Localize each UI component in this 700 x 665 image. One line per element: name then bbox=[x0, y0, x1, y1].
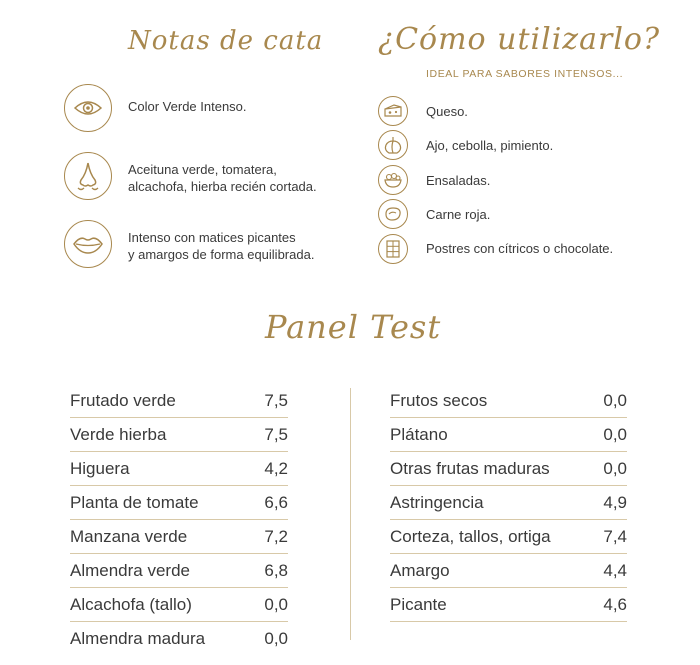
attribute-value: 4,2 bbox=[264, 459, 288, 478]
nose-icon bbox=[64, 152, 112, 200]
garlic-icon bbox=[378, 130, 408, 160]
attribute-value: 0,0 bbox=[264, 595, 288, 614]
table-row bbox=[390, 452, 627, 486]
note-aroma-line-1: Aceituna verde, tomatera, bbox=[128, 162, 277, 177]
note-aroma bbox=[128, 161, 317, 195]
table-row bbox=[390, 588, 627, 622]
panel-test-left-column bbox=[70, 384, 288, 655]
panel-test-title: Panel Test bbox=[265, 308, 442, 346]
table-row bbox=[70, 486, 288, 520]
table-row bbox=[390, 384, 627, 418]
attribute-value: 0,0 bbox=[603, 425, 627, 444]
table-row bbox=[390, 554, 627, 588]
eye-icon bbox=[64, 84, 112, 132]
attribute-label: Alcachofa (tallo) bbox=[70, 595, 192, 614]
usage-salad: Ensaladas. bbox=[426, 173, 491, 188]
tasting-notes-title: Notas de cata bbox=[128, 26, 324, 56]
attribute-value: 6,8 bbox=[264, 561, 288, 580]
note-color bbox=[128, 98, 247, 115]
attribute-label: Verde hierba bbox=[70, 425, 167, 444]
usage-subtitle: IDEAL PARA SABORES INTENSOS... bbox=[426, 68, 624, 80]
attribute-label: Corteza, tallos, ortiga bbox=[390, 527, 551, 546]
attribute-value: 7,5 bbox=[264, 425, 288, 444]
note-taste-line-2: y amargos de forma equilibrada. bbox=[128, 247, 315, 262]
attribute-label: Planta de tomate bbox=[70, 493, 199, 512]
attribute-value: 6,6 bbox=[264, 493, 288, 512]
attribute-label: Otras frutas maduras bbox=[390, 459, 550, 478]
attribute-label: Frutos secos bbox=[390, 391, 488, 410]
table-row bbox=[70, 452, 288, 486]
panel-test-right-column bbox=[390, 384, 627, 622]
usage-garlic: Ajo, cebolla, pimiento. bbox=[426, 138, 554, 153]
attribute-label: Frutado verde bbox=[70, 391, 176, 410]
usage-title: ¿Cómo utilizarlo? bbox=[378, 22, 661, 57]
note-taste-line-1: Intenso con matices picantes bbox=[128, 230, 296, 245]
attribute-value: 0,0 bbox=[603, 391, 627, 410]
attribute-value: 7,2 bbox=[264, 527, 288, 546]
steak-icon bbox=[378, 199, 408, 229]
salad-icon bbox=[378, 165, 408, 195]
cheese-icon bbox=[378, 96, 408, 126]
note-color-line-1: Color Verde Intenso. bbox=[128, 99, 247, 114]
attribute-value: 7,5 bbox=[264, 391, 288, 410]
usage-chocolate: Postres con cítricos o chocolate. bbox=[426, 241, 614, 256]
attribute-value: 4,4 bbox=[603, 561, 627, 580]
note-taste bbox=[128, 229, 314, 263]
table-row bbox=[70, 554, 288, 588]
table-row bbox=[390, 486, 627, 520]
note-aroma-line-2: alcachofa, hierba recién cortada. bbox=[128, 179, 317, 194]
attribute-label: Picante bbox=[390, 595, 447, 614]
table-row bbox=[70, 622, 288, 655]
attribute-label: Plátano bbox=[390, 425, 448, 444]
attribute-value: 0,0 bbox=[603, 459, 627, 478]
attribute-value: 4,9 bbox=[603, 493, 627, 512]
lips-icon bbox=[64, 220, 112, 268]
attribute-label: Amargo bbox=[390, 561, 450, 580]
table-row bbox=[70, 520, 288, 554]
attribute-value: 7,4 bbox=[603, 527, 627, 546]
table-row bbox=[70, 588, 288, 622]
table-row bbox=[390, 520, 627, 554]
attribute-label: Astringencia bbox=[390, 493, 484, 512]
usage-steak: Carne roja. bbox=[426, 207, 491, 222]
table-row bbox=[390, 418, 627, 452]
attribute-value: 4,6 bbox=[603, 595, 627, 614]
attribute-label: Higuera bbox=[70, 459, 130, 478]
chocolate-icon bbox=[378, 234, 408, 264]
table-row bbox=[70, 418, 288, 452]
attribute-label: Manzana verde bbox=[70, 527, 188, 546]
table-row bbox=[70, 384, 288, 418]
column-divider bbox=[350, 388, 351, 640]
usage-cheese: Queso. bbox=[426, 104, 468, 119]
attribute-label: Almendra verde bbox=[70, 561, 191, 580]
attribute-value: 0,0 bbox=[264, 629, 288, 648]
attribute-label: Almendra madura bbox=[70, 629, 206, 648]
